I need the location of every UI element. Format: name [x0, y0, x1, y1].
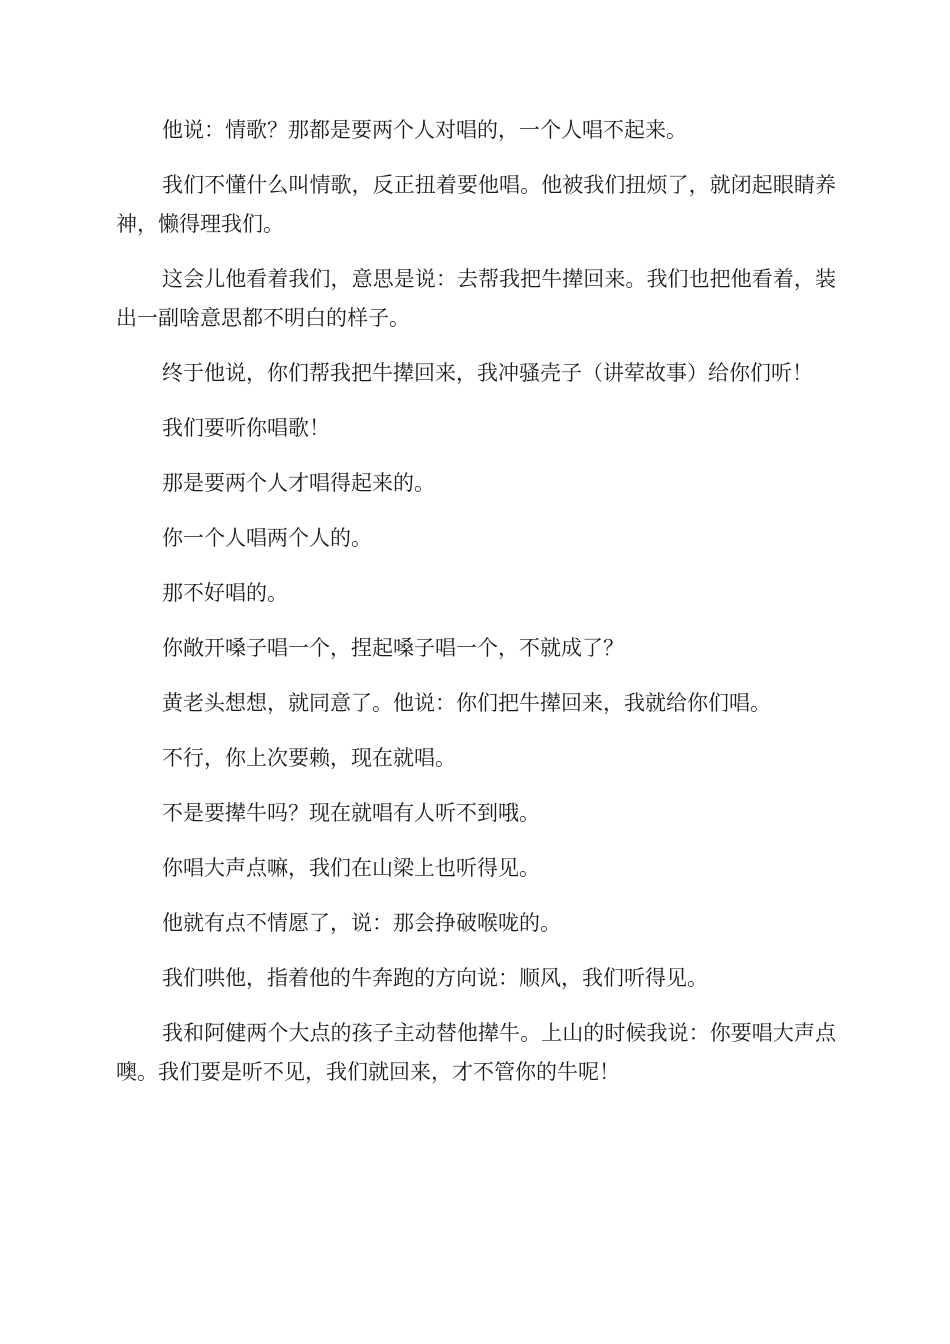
paragraph: 不是要撵牛吗？现在就唱有人听不到哦。 [162, 801, 540, 825]
document-body [116, 111, 836, 1108]
paragraph: 这会儿他看着我们，意思是说：去帮我把牛撵回来。我们也把他看着，装出一副啥意思都不明白的样子。 [116, 267, 836, 330]
paragraph: 那不好唱的。 [162, 581, 288, 605]
paragraph: 黄老头想想，就同意了。他说：你们把牛撵回来，我就给你们唱。 [162, 691, 771, 715]
paragraph: 他就有点不情愿了，说：那会挣破喉咙的。 [162, 911, 561, 935]
paragraph: 我和阿健两个大点的孩子主动替他撵牛。上山的时候我说：你要唱大声点噢。我们要是听不见，我们就回来，才不管你的牛呢！ [116, 1021, 836, 1084]
paragraph: 你敞开嗓子唱一个，捏起嗓子唱一个，不就成了？ [162, 636, 624, 660]
paragraph: 不行，你上次要赖，现在就唱。 [162, 746, 456, 770]
paragraph: 你一个人唱两个人的。 [162, 526, 372, 550]
paragraph: 他说：情歌？那都是要两个人对唱的，一个人唱不起来。 [162, 118, 687, 142]
paragraph: 我们不懂什么叫情歌，反正扭着要他唱。他被我们扭烦了，就闭起眼睛养神，懒得理我们。 [116, 173, 836, 236]
paragraph: 我们要听你唱歌！ [162, 416, 330, 440]
paragraph: 你唱大声点嘛，我们在山梁上也听得见。 [162, 856, 540, 880]
paragraph: 我们哄他，指着他的牛奔跑的方向说：顺风，我们听得见。 [162, 966, 708, 990]
paragraph: 终于他说，你们帮我把牛撵回来，我冲骚壳子（讲荤故事）给你们听！ [162, 361, 813, 385]
paragraph: 那是要两个人才唱得起来的。 [162, 471, 435, 495]
